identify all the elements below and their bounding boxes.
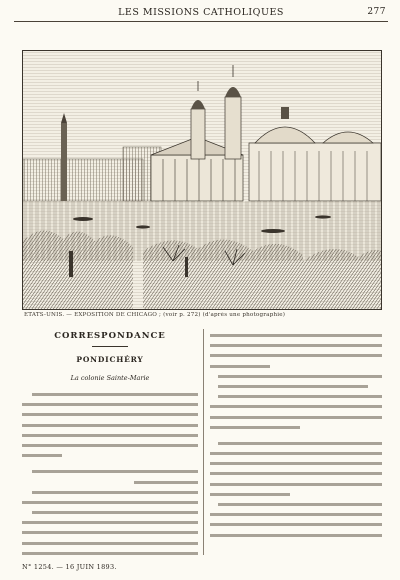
exposition-engraving [22,50,382,310]
issue-line: N° 1254. — 16 JUIN 1893. [22,563,117,571]
column-divider [203,329,204,555]
left-column-text [22,390,198,557]
section-title: CORRESPONDANCE [54,331,166,341]
engraving-illustration [23,51,381,309]
title-rule [92,346,128,347]
right-column [210,329,382,575]
running-head [14,6,388,20]
page-number: 277 [367,7,386,17]
illustration-caption: ÉTATS-UNIS. — EXPOSITION DE CHICAGO ; (voir p. 272) (d'après une photographie) [24,312,286,318]
journal-title: LES MISSIONS CATHOLIQUES [118,7,284,18]
article-subtitle: La colonie Sainte-Marie [70,374,150,382]
magazine-page [14,6,388,576]
location-heading: PONDICHÉRY [76,355,144,364]
right-column-text [210,331,382,539]
left-column [22,329,198,575]
header-rule [14,21,388,22]
